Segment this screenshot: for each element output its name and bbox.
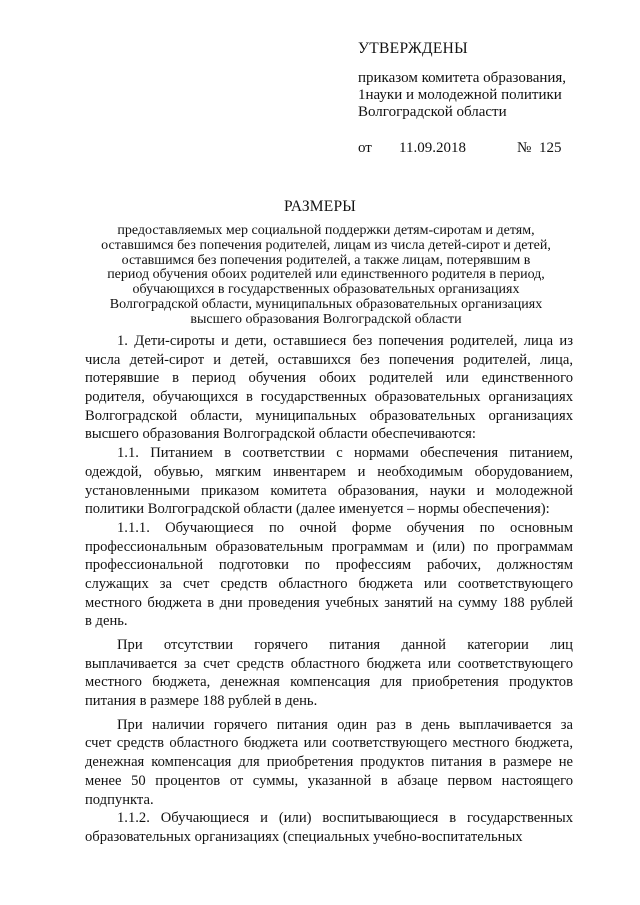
- subtitle-line: период обучения обоих родителей или единственного родителя в период,: [107, 267, 545, 283]
- date-prefix: от: [358, 140, 372, 156]
- body-line: образовательных организациях (специальных учебно-воспитательных: [85, 828, 523, 845]
- approval-order-line: 1науки и молодежной политики: [358, 87, 562, 103]
- body-line: местного бюджета в дни проведения учебных занятий на сумму 188 рублей: [85, 594, 573, 611]
- approval-order-text: [358, 70, 588, 121]
- document-title: РАЗМЕРЫ: [284, 198, 356, 215]
- body-line: выплачивается за счет средств областного бюджета или соответствующего: [85, 655, 573, 672]
- subtitle-line: оставшимся без попечения родителей, а также лицам, потерявшим в: [121, 252, 531, 268]
- body-line: менее 50 процентов от суммы, указанной в абзаце первом настоящего: [85, 772, 573, 789]
- document-body: [85, 332, 573, 847]
- body-line: профессиональной подготовки по профессиям рабочих, должностям: [85, 557, 573, 574]
- approval-date: 11.09.2018: [399, 140, 466, 156]
- body-line: счет средств областного бюджета или соответствующего местного бюджета,: [85, 735, 573, 752]
- body-line: высшего образования Волгоградской области обеспечиваются:: [85, 426, 476, 443]
- body-line: 1. Дети-сироты и дети, оставшиеся без попечения родителей, лица из: [117, 333, 573, 349]
- body-line: 1.1.2. Обучающиеся и (или) воспитывающиеся в государственных: [117, 810, 573, 827]
- number-label: №: [517, 140, 532, 156]
- body-line: При наличии горячего питания один раз в день выплачивается за: [117, 716, 573, 733]
- body-line: 1.1. Питанием в соответствии с нормами обеспечения питанием,: [117, 445, 573, 462]
- body-line: Волгоградской области, муниципальных образовательных организациях: [85, 407, 573, 424]
- subtitle-line: оставшимся без попечения родителей, лицам из числа детей-сирот и детей,: [101, 237, 551, 253]
- body-line: политики Волгоградской области (далее именуется – нормы обеспечения):: [85, 501, 550, 518]
- body-line: родителя, обучающихся в государственных образовательных организациях: [85, 389, 573, 406]
- body-line: в день.: [85, 613, 128, 630]
- approval-order-line: приказом комитета образования,: [358, 70, 567, 86]
- approval-number: 125: [539, 140, 562, 156]
- body-line: служащих за счет средств областного бюджета или соответствующего: [85, 575, 573, 592]
- body-line: одеждой, обувью, мягким инвентарем и необходимым оборудованием,: [85, 463, 573, 480]
- body-line: числа детей-сирот и детей, оставшихся без попечения родителей, лица,: [85, 351, 573, 368]
- document-subtitle: [80, 224, 572, 328]
- subtitle-line: высшего образования Волгоградской области: [190, 311, 462, 327]
- body-line: денежная компенсация для приобретения продуктов питания в размере не: [85, 754, 573, 771]
- subtitle-line: предоставляемых мер социальной поддержки детям-сиротам и детям,: [117, 223, 535, 238]
- subtitle-line: Волгоградской области, муниципальных образовательных организациях: [109, 296, 543, 312]
- body-line: потерявшие в период обучения обоих родителей или единственного: [85, 370, 573, 387]
- approved-heading: УТВЕРЖДЕНЫ: [358, 40, 468, 57]
- body-line: питания в размере 188 рублей в день.: [85, 693, 318, 710]
- body-line: местного бюджета, денежная компенсация для приобретения продуктов: [85, 674, 573, 691]
- approval-stamp: [358, 40, 588, 157]
- subtitle-line: обучающихся в государственных образовательных организациях: [132, 282, 520, 298]
- body-line: 1.1.1. Обучающиеся по очной форме обучения по основным: [117, 519, 573, 536]
- body-line: При отсутствии горячего питания данной категории лиц: [117, 637, 573, 653]
- approval-date-row: [358, 140, 588, 157]
- body-line: установленными приказом комитета образования, науки и молодежной: [85, 482, 573, 499]
- approval-order-line: Волгоградской области: [358, 104, 507, 120]
- body-line: профессиональным образовательным программам и (или) по программам: [85, 538, 573, 555]
- body-line: подпункта.: [85, 791, 154, 808]
